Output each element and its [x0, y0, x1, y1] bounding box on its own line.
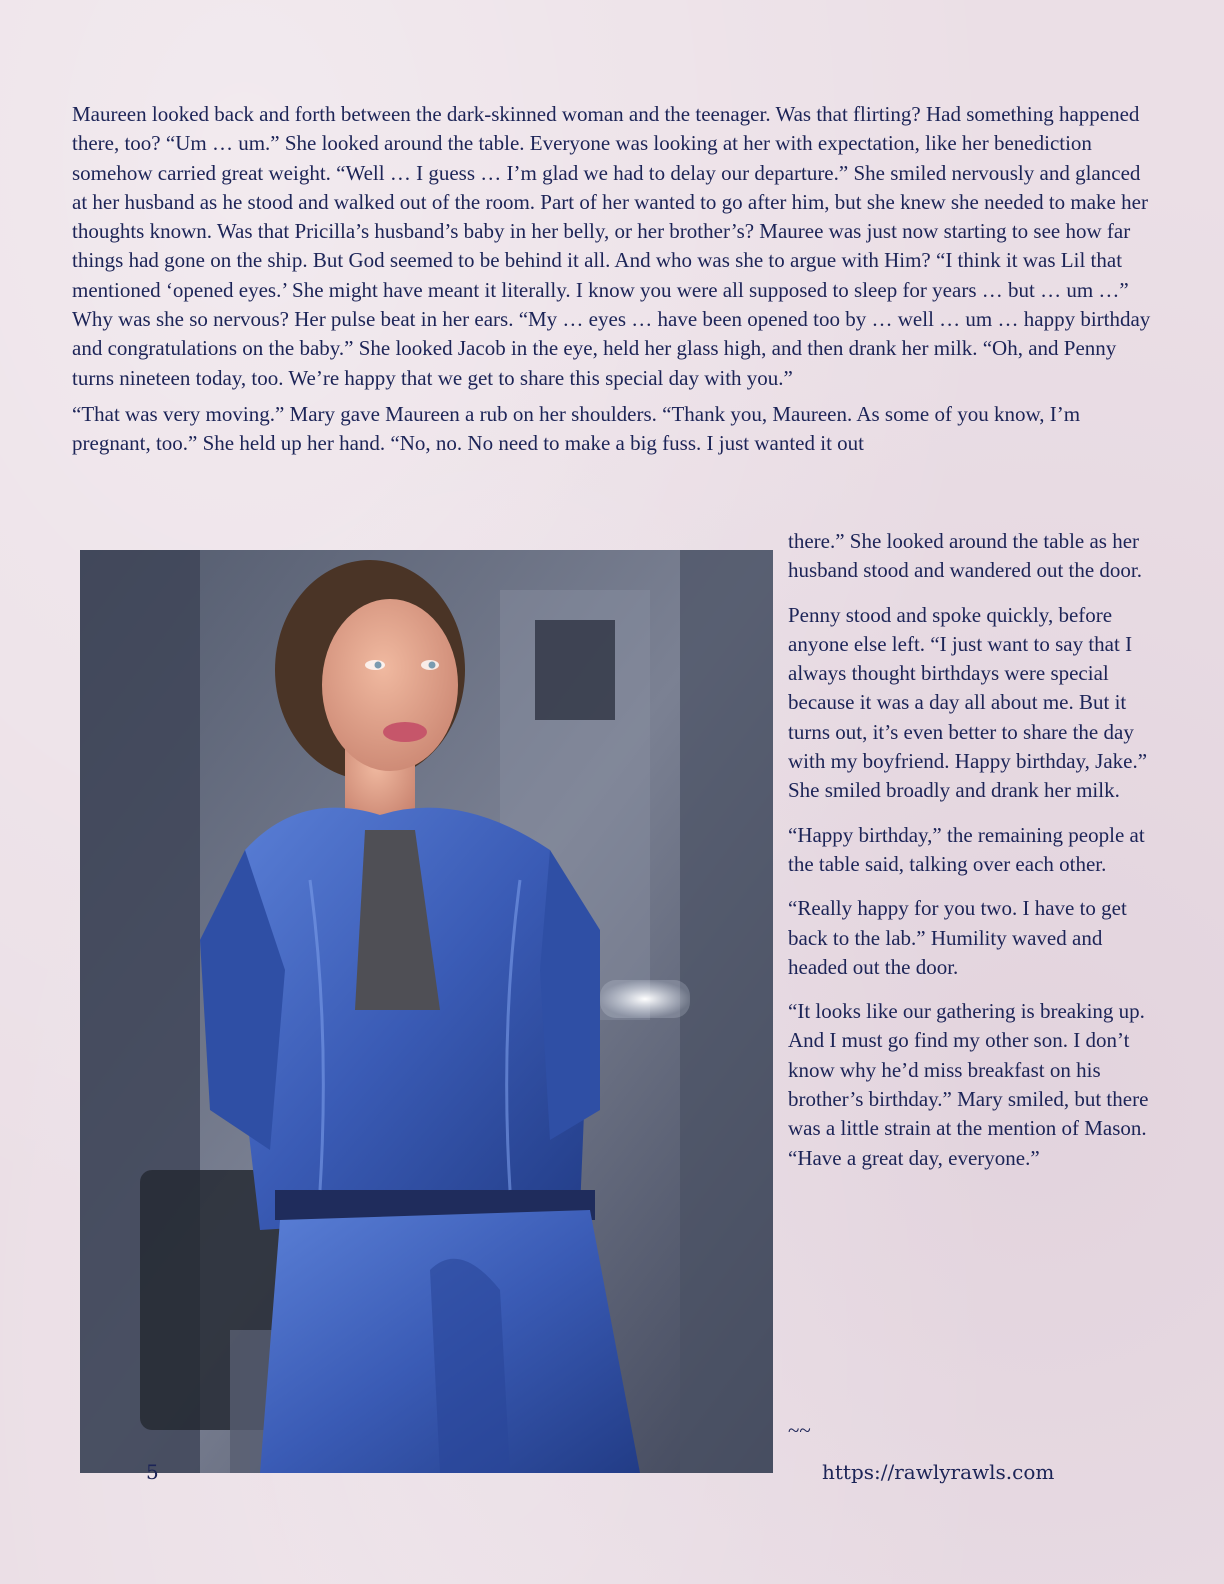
paragraph-mary-pregnant: “That was very moving.” Mary gave Maureen a rub on her shoulders. “Thank you, Maureen. As some of you know, I’m pregnant, too.” She held up her hand. “No, no. No need to make a big fuss. I just wanted it out: [72, 401, 1081, 456]
side-text-block: [788, 527, 1150, 1188]
paragraph-humility-leaves: “Really happy for you two. I have to get back to the lab.” Humility waved and headed out the door.: [788, 896, 1127, 979]
top-text-block: [72, 100, 1152, 466]
character-illustration: [80, 550, 773, 1473]
paragraph-continuation: there.” She looked around the table as her husband stood and wandered out the door.: [788, 529, 1143, 583]
paragraph-happy-birthday: “Happy birthday,” the remaining people at the table said, talking over each other.: [788, 822, 1145, 876]
paragraph-maureen-toast: Maureen looked back and forth between the dark-skinned woman and the teenager. Was that flirting? Had something happened there, too? “Um … um.” She looked around the table. Everyone was looking at her with expectation, like her benediction somehow carried great weight. “Well … I guess … I’m glad we had to delay our departure.” She smiled nervously and glanced at her husband as he stood and walked out of the room. Part of her wanted to go after him, but she knew she needed to make her thoughts known. Was that Pricilla’s husband’s baby in her belly, or her brother’s? Mauree was just now starting to see how far things had gone on the ship. But God seemed to be behind it all. And who was she to argue with Him? “I think it was Lil that mentioned ‘opened eyes.’ She might have meant it literally. I know you were all supposed to sleep for years … but … um …” Why was she so nervous? Her pulse beat in her ears. “My … eyes … have been opened too by … well … um … happy birthday and congratulations on the baby.” She looked Jacob in the eye, held her glass high, and then drank her milk. “Oh, and Penny turns nineteen today, too. We’re happy that we get to share this special day with you.”: [72, 102, 1151, 390]
paragraph-penny-speech: Penny stood and spoke quickly, before anyone else left. “I just want to say that I always thought birthdays were special because it was a day all about me. But it turns out, it’s even better to share the day with my boyfriend. Happy birthday, Jake.” She smiled broadly and drank her milk.: [788, 602, 1148, 803]
paragraph-mary-closing: “It looks like our gathering is breaking up. And I must go find my other son. I don’t know why he’d miss breakfast on his brother’s birthday.” Mary smiled, but there was a little strain at the mention of Mason. “Have a great day, everyone.”: [788, 999, 1149, 1170]
site-url-link[interactable]: https://rawlyrawls.com: [822, 1460, 1055, 1484]
scene-separator: ~~: [788, 1418, 811, 1442]
page-number: 5: [146, 1460, 159, 1484]
